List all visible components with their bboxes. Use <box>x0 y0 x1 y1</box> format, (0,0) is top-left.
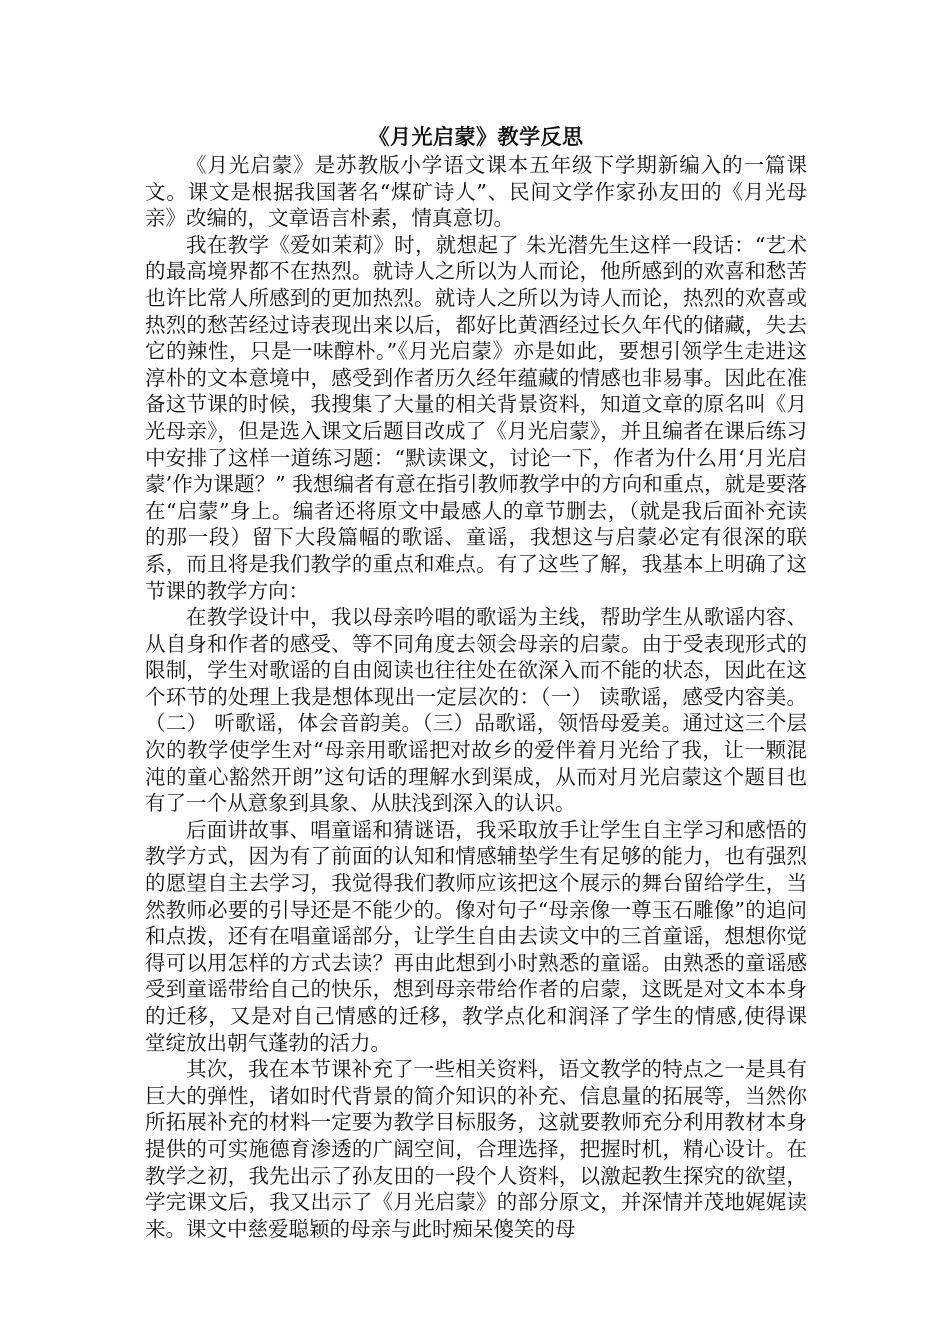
paragraph-intro: 《月光启蒙》是苏教版小学语文课本五年级下学期新编入的一篇课文。课文是根据我国著名“煤矿诗人”、民间文学作家孙友田的《月光母亲》改编的，文章语言朴素，情真意切。 <box>145 153 807 231</box>
paragraph-background: 我在教学《爱如茉莉》时，就想起了 朱光潜先生这样一段话：“艺术的最高境界都不在热烈。就诗人之所以为人而论，他所感到的欢喜和愁苦也许比常人所感到的更加热烈。就诗人之所以为诗人而论，热烈的欢喜或热烈的愁苦经过诗表现出来以后，都好比黄酒经过长久年代的储藏，失去它的辣性，只是一味醇朴。”《月光启蒙》亦是如此，要想引领学生走进这淳朴的文本意境中，感受到作者历久经年蕴藏的情感也非易事。因此在准备这节课的时候，我搜集了大量的相关背景资料，知道文章的原名叫《月光母亲》，但是选入课文后题目改成了《月光启蒙》，并且编者在课后练习中安排了这样一道练习题：“默读课文，讨论一下，作者为什么用‘月光启蒙’作为课题？” 我想编者有意在指引教师教学中的方向和重点，就是要落在“启蒙”身上。编者还将原文中最感人的章节删去，（就是我后面补充读的那一段）留下大段篇幅的歌谣、童谣，我想这与启蒙必定有很深的联系，而且将是我们教学的重点和难点。有了这些了解，我基本上明确了这节课的教学方向： <box>145 232 807 603</box>
paragraph-autonomous-learning: 后面讲故事、唱童谣和猜谜语，我采取放手让学生自主学习和感悟的教学方式，因为有了前面的认知和情感辅垫学生有足够的能力，也有强烈的愿望自主去学习，我觉得我们教师应该把这个展示的舞台留给学生，当然教师必要的引导还是不能少的。像对句子“母亲像一尊玉石雕像”的追问和点拨，还有在唱童谣部分，让学生自由去读文中的三首童谣，想想你觉得可以用怎样的方式去读？再由此想到小时熟悉的童谣。由熟悉的童谣感受到童谣带给自己的快乐，想到母亲带给作者的启蒙，这既是对文本本身的迁移，又是对自己情感的迁移，教学点化和润泽了学生的情感,使得课堂绽放出朝气蓬勃的活力。 <box>145 817 807 1055</box>
paragraph-teaching-design: 在教学设计中，我以母亲吟唱的歌谣为主线，帮助学生从歌谣内容、从自身和作者的感受、等不同角度去领会母亲的启蒙。由于受表现形式的限制，学生对歌谣的自由阅读也往往处在欲深入而不能的状态，因此在这个环节的处理上我是想体现出一定层次的：（一） 读歌谣，感受内容美。（二） 听歌谣，体会音韵美。（三）品歌谣，领悟母爱美。通过这三个层次的教学使学生对“母亲用歌谣把对故乡的爱伴着月光给了我，让一颗混沌的童心豁然开朗”这句话的理解水到渠成，从而对月光启蒙这个题目也有了一个从意象到具象、从肤浅到深入的认识。 <box>145 605 807 816</box>
document-title: 《月光启蒙》教学反思 <box>368 124 584 149</box>
document-body <box>145 122 807 1242</box>
paragraph-supplementary-materials: 其次，我在本节课补充了一些相关资料，语文教学的特点之一是具有巨大的弹性，诸如时代背景的简介知识的补充、信息量的拓展等，当然你所拓展补充的材料一定要为教学目标服务，这就要教师充分利用教材本身提供的可实施德育渗透的广阔空间，合理选择，把握时机，精心设计。在教学之初，我先出示了孙友田的一段个人资料，以激起教生探究的欲望，学完课文后，我又出示了《月光启蒙》的部分原文，并深情并茂地娓娓读来。课文中慈爱聪颖的母亲与此时痴呆傻笑的母 <box>145 1057 807 1241</box>
